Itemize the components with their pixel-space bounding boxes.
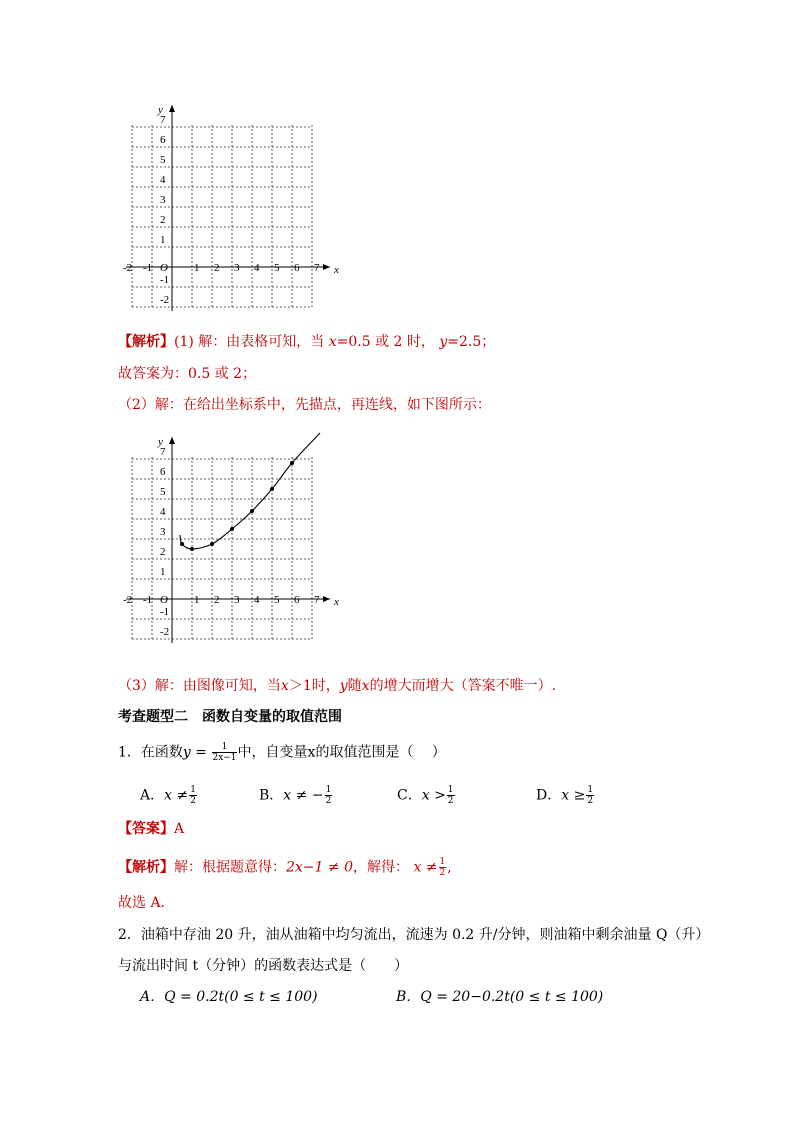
x-axis-arrow [323, 596, 330, 602]
y-tick-label: -2 [160, 626, 170, 638]
plot-point [290, 461, 294, 465]
y-tick-label: 6 [160, 466, 166, 478]
y-tick-label: 2 [160, 214, 166, 226]
x-tick-label: 7 [314, 594, 320, 606]
y-tick-label: 3 [160, 526, 166, 538]
y-tick-label: 5 [160, 486, 166, 498]
y-axis-arrow [169, 105, 175, 112]
option-b[interactable]: B．x ≠ − $\frac{1}{2}$ [259, 785, 332, 806]
x-tick-label: 7 [314, 262, 320, 274]
section-title: 考查题型二 函数自变量的取值范围 [118, 709, 342, 725]
analysis-part2: （2）解：在给出坐标系中，先描点，再连线，如下图所示： [118, 397, 491, 413]
plot-point [250, 509, 254, 513]
y-tick-label: 5 [160, 154, 166, 166]
analysis-part1: 【解析】(1) 解：由表格可知，当 x=0.5 或 2 时， y=2.5； [118, 334, 496, 350]
y-tick-label: 4 [160, 506, 166, 518]
plot-point [270, 487, 274, 491]
answer-part1: 故答案为：0.5 或 2； [118, 366, 257, 382]
y-axis-label: y [158, 104, 163, 116]
x-tick-label: 5 [274, 262, 280, 274]
x-tick-label: -1 [143, 594, 153, 606]
option-d[interactable]: D．x ≥ $\frac{1}{2}$ [536, 785, 594, 806]
x-axis-label: x [334, 596, 339, 608]
choice-line: 故选 A． [118, 895, 175, 911]
plot-point [230, 527, 234, 531]
x-tick-label: 4 [254, 262, 260, 274]
x-tick-label: 1 [194, 262, 200, 274]
y-tick-label: -2 [160, 294, 170, 306]
y-axis-label: y [158, 436, 163, 448]
x-tick-label: -1 [143, 262, 153, 274]
x-tick-label: 3 [234, 262, 240, 274]
q2-option-b[interactable]: B．Q = 20−0.2t(0 ≤ t ≤ 100) [396, 989, 604, 1005]
y-tick-label: 6 [160, 134, 166, 146]
y-tick-label: 2 [160, 546, 166, 558]
y-axis-arrow [169, 437, 175, 444]
y-tick-label: 3 [160, 194, 166, 206]
function-curve [180, 433, 320, 549]
y-tick-label: 7 [160, 114, 166, 126]
y-tick-label: 1 [160, 234, 166, 246]
x-axis-arrow [323, 264, 330, 270]
plot-point [190, 547, 194, 551]
x-tick-label: -2 [123, 262, 133, 274]
y-tick-label: -1 [160, 274, 170, 286]
x-tick-label: 3 [234, 594, 240, 606]
y-tick-label: -1 [160, 606, 170, 618]
x-axis-label: x [334, 264, 339, 276]
answer-line: 【答案】A [118, 821, 185, 837]
x-tick-label: O [160, 262, 168, 274]
x-tick-label: 2 [214, 262, 220, 274]
q2-option-a[interactable]: A．Q = 0.2t(0 ≤ t ≤ 100) [140, 989, 318, 1005]
analysis-q1: 【解析】解：根据题意得：2x−1 ≠ 0，解得： x ≠ $\frac{1}{2}$ , [118, 857, 452, 878]
option-a[interactable]: A．x ≠ $\frac{1}{2}$ [140, 785, 196, 806]
x-tick-label: 6 [294, 594, 300, 606]
plot-point [210, 542, 214, 546]
option-c[interactable]: C．x > $\frac{1}{2}$ [397, 785, 454, 806]
y-tick-label: 4 [160, 174, 166, 186]
x-tick-label: O [160, 594, 168, 606]
fraction: $\frac{1}{2x-1}$ [212, 742, 237, 763]
y-tick-label: 1 [160, 566, 166, 578]
question-2-line1: 2．油箱中存油 20 升，油从油箱中均匀流出，流速为 0.2 升/分钟，则油箱中剩余油量 Q（升） [118, 927, 710, 943]
analysis-part3: （3）解：由图像可知，当x＞1时，y随x的增大而增大（答案不唯一）. [118, 678, 557, 694]
question-1: 1．在函数y = $\frac{1}{2x-1}$ 中，自变量x的取值范围是（ ） [118, 742, 446, 763]
x-tick-label: 4 [254, 594, 260, 606]
question-2-line2: 与流出时间 t（分钟）的函数表达式是（ ） [118, 958, 409, 974]
plot-point [180, 542, 184, 546]
x-tick-label: 2 [214, 594, 220, 606]
y-tick-label: 7 [160, 446, 166, 458]
coordinate-grid-plotted [112, 427, 362, 657]
x-tick-label: 6 [294, 262, 300, 274]
x-tick-label: 1 [194, 594, 200, 606]
analysis-tag: 【解析】 [118, 334, 174, 350]
coordinate-grid-blank [112, 95, 352, 325]
x-tick-label: -2 [123, 594, 133, 606]
x-tick-label: 5 [274, 594, 280, 606]
